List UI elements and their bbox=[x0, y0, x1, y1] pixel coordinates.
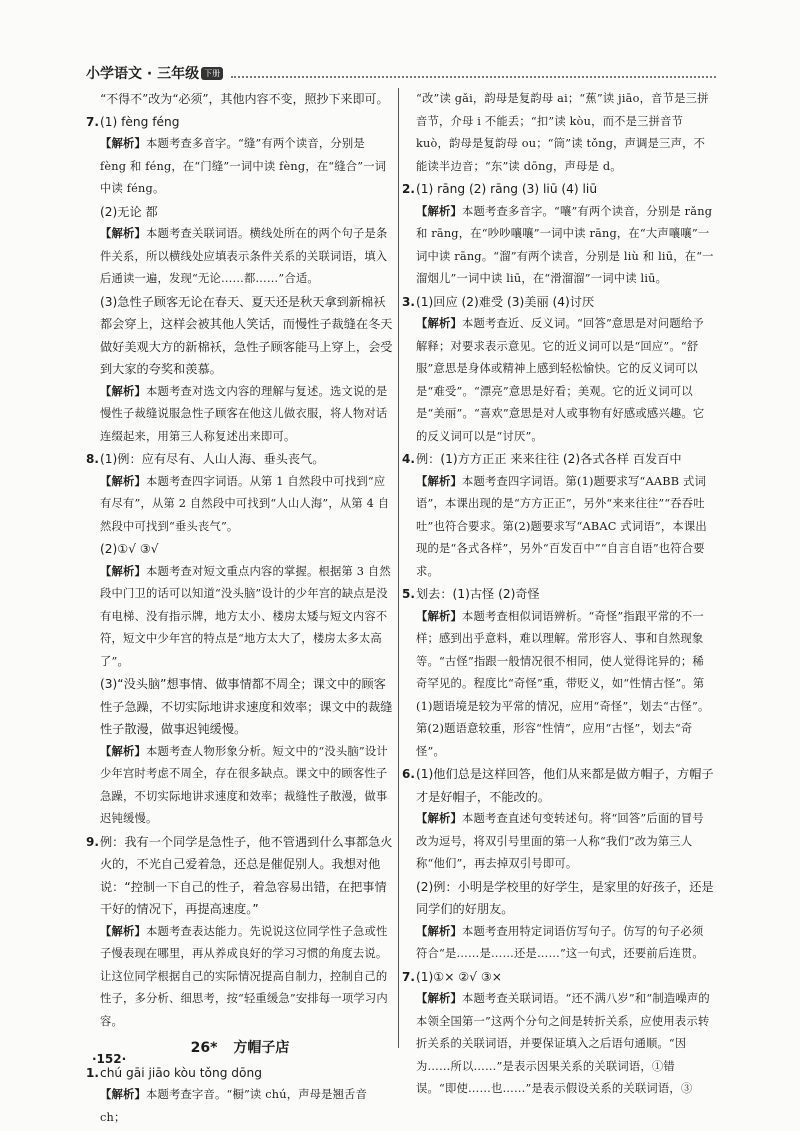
answer: chú gāi jiāo kòu tǒng dōng bbox=[100, 1065, 262, 1080]
question-4 bbox=[402, 448, 714, 471]
question-7 bbox=[86, 111, 394, 134]
analysis-text: 本题考查四字词语。第(1)题要求写“AABB 式词语”，本课出现的是“方方正正”，另外“来来往往”“吞吞吐吐”也符合要求。第(2)题要求写“ABAC 式词语”，本课出现的是“各式各样”，另外“百发百中”“自言自语”也符合要求。 bbox=[416, 474, 707, 578]
analysis-tag: 【解析】 bbox=[100, 474, 146, 488]
analysis-text: 本题考查用特定词语仿写句子。仿写的句子必须符合“是……是……还是……”这一句式，还要前后连贯。 bbox=[416, 924, 704, 960]
analysis-text: 本题考查相似词语辨析。“奇怪”指跟平常的不一样；感到出乎意料，难以理解。常形容人、事和自然现象等。“古怪”指跟一般情况很不相同，使人觉得诧异的；稀奇罕见的。程度比“奇怪”重，带贬义，如“性情古怪”。第(1)题语境是较为平常的情况，应用“奇怪”，划去“古怪”。第(2)题语意较重，形容“性情”，应用“古怪”，划去“奇怪”。 bbox=[416, 609, 710, 758]
continued-text: “不得不”改为“必须”，其他内容不变，照抄下来即可。 bbox=[100, 92, 389, 106]
analysis-tag: 【解析】 bbox=[100, 227, 146, 240]
answer: (1)①× ②√ ③× bbox=[416, 969, 502, 984]
analysis-text: 本题考查直述句变转述句。将“回答”后面的冒号改为逗号，将双引号里面的第一人称“我们”改为第三人称“他们”，再去掉双引号即可。 bbox=[416, 812, 704, 870]
question-number: 9. bbox=[86, 834, 99, 849]
analysis bbox=[402, 201, 714, 291]
answer: (3)“没头脑”想事情、做事情都不周全；课文中的顾客性子急躁，不切实际地讲求速度和效率；课文中的裁缝性子散漫，做事迟钝缓慢。 bbox=[100, 677, 393, 736]
analysis bbox=[402, 921, 714, 966]
question-9 bbox=[86, 831, 394, 921]
question-2 bbox=[402, 178, 714, 201]
question-6 bbox=[402, 763, 714, 808]
analysis bbox=[402, 471, 714, 584]
question-8 bbox=[86, 448, 394, 471]
answer: (1)例：应有尽有、人山人海、垂头丧气。 bbox=[100, 452, 325, 466]
question-number: 1. bbox=[86, 1065, 99, 1080]
analysis-text: 本题考查多音字。“缝”有两个读音，分别是 fèng 和 féng，在“门缝”一词中读 fèng，在“缝合”一词中读 féng。 bbox=[100, 137, 387, 195]
analysis-text: 本题考查人物形象分析。短文中的“没头脑”设计少年宫时考虑不周全，存在很多缺点。课文中的顾客性子急躁，不切实际地讲求速度和效率；裁缝性子散漫，做事迟钝缓慢。 bbox=[100, 744, 388, 825]
left-column bbox=[86, 88, 394, 1129]
analysis-tag: 【解析】 bbox=[100, 564, 146, 578]
answer: (2)①√ ③√ bbox=[100, 542, 159, 556]
question-number: 6. bbox=[402, 767, 415, 781]
question-7-right bbox=[402, 966, 714, 989]
analysis bbox=[86, 921, 394, 1034]
analysis-text: 本题考查关联词语。“还不满八岁”和“制造噪声的本领全国第一”这两个分句之间是转折关系，应使用表示转折关系的关联词语，并要保证填入之后语句通顺。“因为……所以……”是表示因果关系的关联词语，①错误。“即使……也……”是表示假设关系的关联词语，③ bbox=[416, 992, 710, 1095]
analysis bbox=[402, 808, 714, 876]
answer: (2)例：小明是学校里的好学生，是家里的好孩子，还是同学们的好朋友。 bbox=[416, 879, 714, 916]
question-1 bbox=[86, 1062, 394, 1085]
question-5 bbox=[402, 583, 714, 606]
analysis-tag: 【解析】 bbox=[416, 474, 462, 488]
lesson-heading bbox=[86, 1037, 394, 1060]
column-divider bbox=[398, 88, 399, 1048]
question-number: 8. bbox=[86, 452, 99, 466]
analysis bbox=[402, 606, 714, 764]
analysis-text: 本题考查关联词语。横线处所在的两个句子是条件关系，所以横线处应填表示条件关系的关联词语，填入后通读一遍，发现“无论……都……”合适。 bbox=[100, 227, 388, 285]
analysis-tag: 【解析】 bbox=[416, 317, 462, 330]
answer: 划去：(1)古怪 (2)奇怪 bbox=[416, 587, 540, 601]
analysis-text: 本题考查对短文重点内容的掌握。根据第 3 自然段中门卫的话可以知道“没头脑”设计的少年宫的缺点是没有电梯、没有指示牌，地方太小、楼房太矮与短文内容不符，短文中少年宫的特点是“地方太大了，楼房太多太高了”。 bbox=[100, 564, 391, 668]
analysis bbox=[86, 561, 394, 674]
analysis-text: 本题考查表达能力。先说说这位同学性子急或性子慢表现在哪里，再从养成良好的学习习惯的角度去说。让这位同学根据自己的实际情况提高自制力，控制自己的性子，多分析、细思考，按“轻重缓急”安排每一项学习内容。 bbox=[100, 924, 388, 1028]
answer: (1)他们总是这样回答，他们从来都是做方帽子，方帽子才是好帽子，不能改的。 bbox=[416, 767, 714, 804]
header-dotted-rule bbox=[231, 68, 716, 78]
page-number: ·152· bbox=[92, 1052, 127, 1066]
answer: 例：我有一个同学是急性子，他不管遇到什么事都急火火的，不光自己爱着急，还总是催促别人。我想对他说：“控制一下自己的性子，着急容易出错，在把事情干好的情况下，再提高速度。” bbox=[100, 834, 393, 916]
analysis bbox=[86, 381, 394, 449]
answer: (1) fèng féng bbox=[100, 114, 180, 129]
right-column bbox=[402, 88, 714, 1101]
analysis bbox=[86, 741, 394, 831]
analysis-tag: 【解析】 bbox=[416, 992, 462, 1005]
analysis-tag: 【解析】 bbox=[100, 1088, 146, 1101]
answer: (3)急性子顾客无论在春天、夏天还是秋天拿到新棉袄都会穿上，这样会被其他人笑话，而慢性子裁缝在冬天做好美观大方的新棉袄，急性子顾客能马上穿上，会受到大家的夸奖和羡慕。 bbox=[100, 294, 393, 376]
analysis-text: 本题考查多音字。“嚷”有两个读音，分别是 rǎng 和 rāng，在“吵吵嚷嚷”一词中读 rāng，在“大声嚷嚷”一词中读 rāng。“溜”有两个读音，分别是 liù 和 liū，在“一溜烟儿”一词中读 liū，在“滑溜溜”一词中读 liū。 bbox=[416, 204, 714, 285]
analysis bbox=[402, 988, 714, 1101]
analysis bbox=[86, 133, 394, 201]
lesson-title: 方帽子店 bbox=[233, 1040, 290, 1056]
lesson-number: 26* bbox=[190, 1040, 218, 1056]
answer: (1) rāng (2) rāng (3) liū (4) liū bbox=[416, 182, 598, 196]
analysis-tag: 【解析】 bbox=[100, 924, 146, 938]
analysis-tag: 【解析】 bbox=[100, 137, 146, 150]
question-3 bbox=[402, 291, 714, 314]
analysis-tag: 【解析】 bbox=[100, 744, 146, 758]
analysis bbox=[86, 1084, 394, 1129]
analysis bbox=[86, 471, 394, 539]
question-number: 4. bbox=[402, 452, 415, 466]
question-number: 5. bbox=[402, 587, 415, 601]
analysis-tag: 【解析】 bbox=[416, 204, 462, 218]
question-number: 3. bbox=[402, 294, 415, 309]
book-title: 小学语文 · 三年级 bbox=[86, 66, 200, 82]
question-number: 2. bbox=[402, 182, 415, 196]
analysis-text: 本题考查近、反义词。“回答”意思是对问题给予解释；对要求表示意见。它的近义词可以是“回应”。“舒服”意思是身体或精神上感到轻松愉快。它的反义词可以是“难受”。“漂亮”意思是好看；美观。它的近义词可以是“美丽”。“喜欢”意思是对人或事物有好感或感兴趣。它的反义词可以是“讨厌”。 bbox=[416, 317, 705, 443]
continued-analysis: “改”读 gǎi，韵母是复韵母 ai；“蕉”读 jiāo，音节是三拼音节，介母 i 不能丢；“扣”读 kòu，而不是三拼音节 kuò，韵母是复韵母 ou；“筒”读 tǒng，声调是三声，不能读半边音；“东”读 dōng，声母是 d。 bbox=[416, 92, 709, 173]
analysis-tag: 【解析】 bbox=[416, 924, 462, 938]
answer: (2)无论 都 bbox=[100, 204, 158, 219]
analysis-tag: 【解析】 bbox=[416, 609, 462, 623]
answer: 例：(1)方方正正 来来往往 (2)各式各样 百发百中 bbox=[416, 452, 682, 466]
analysis-text: 本题考查四字词语。从第 1 自然段中可找到“应有尽有”，从第 2 自然段中可找到“人山人海”，从第 4 自然段中可找到“垂头丧气”。 bbox=[100, 474, 390, 533]
answer: (1)回应 (2)难受 (3)美丽 (4)讨厌 bbox=[416, 294, 595, 309]
page-header bbox=[86, 62, 716, 84]
analysis-tag: 【解析】 bbox=[416, 812, 462, 825]
analysis-text: 本题考查字音。“橱”读 chú，声母是翘舌音 ch； bbox=[100, 1088, 368, 1124]
analysis-tag: 【解析】 bbox=[100, 384, 146, 398]
analysis bbox=[86, 223, 394, 291]
analysis bbox=[402, 313, 714, 448]
question-number: 7. bbox=[402, 969, 415, 984]
analysis-text: 本题考查对选文内容的理解与复述。选文说的是慢性子裁缝说服急性子顾客在他这儿做衣服，将人物对话连缀起来，用第三人称复述出来即可。 bbox=[100, 384, 388, 443]
volume-badge: 下册 bbox=[201, 67, 223, 80]
question-number: 7. bbox=[86, 114, 99, 129]
